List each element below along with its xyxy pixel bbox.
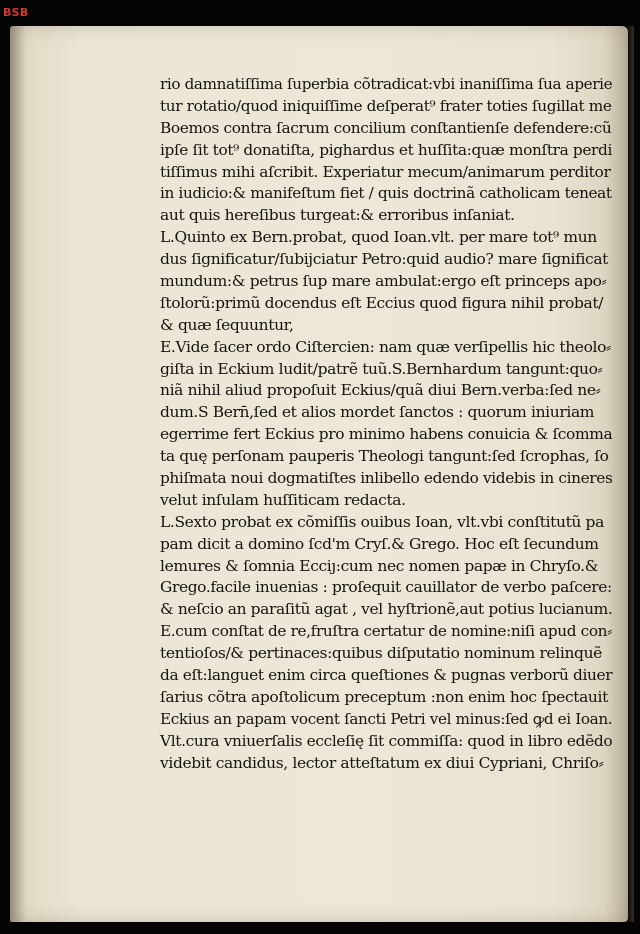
text-line: ſtolorũ:primũ docendus eſt Eccius quod figura nihil probat/ — [160, 294, 604, 312]
text-line: phiſmata noui dogmatiſtes inlibello edendo videbis in cineres — [160, 470, 613, 488]
text-line: videbit candidus, lector atteſtatum ex diui Cypriani, Chriſo⸗ — [160, 754, 604, 772]
text-line: dus ſignificatur/ſubijciatur Petro:quid audio? mare ſignificat — [160, 251, 609, 269]
gutter-shadow — [10, 26, 26, 922]
text-line: & neſcio an paraſitũ agat , vel hyſtrionẽ,aut potius lucianum. — [160, 601, 613, 619]
text-line: tur rotatio/quod iniquiſſime deſperat⁹ frater toties ſugillat me — [160, 97, 612, 115]
text-line: L.Sexto probat ex cõmiſſis ouibus Ioan, vlt.vbi conſtitutũ pa — [160, 513, 604, 531]
text-line: egerrime fert Eckius pro minimo habens conuicia & ſcomma — [160, 426, 613, 444]
text-line: Eckius an papam vocent ſancti Petri vel minus:ſed ꝙd ei Ioan. — [160, 710, 613, 728]
text-line: da eſt:languet enim circa queſtiones & pugnas verborũ diuer — [160, 667, 613, 685]
text-line: dum.S Bern̄,ſed et alios mordet ſanctos : quorum iniuriam — [160, 404, 595, 422]
text-line: aut quis hereſibus turgeat:& erroribus inſaniat. — [160, 207, 515, 225]
library-watermark: BSB — [3, 6, 29, 19]
text-line: E.cum conſtat de re,fruſtra certatur de nomine:niſi apud con⸗ — [160, 623, 612, 641]
text-line: ſarius cõtra apoſtolicum preceptum :non enim hoc ſpectauit — [160, 688, 608, 706]
text-line: Boemos contra ſacrum concilium conſtantienſe defendere:cũ — [160, 119, 612, 137]
text-line: giſta in Eckium ludit/patrẽ tuũ.S.Bernhardum tangunt:quo⸗ — [160, 360, 603, 378]
text-line: in iudicio:& manifeſtum fiet / quis doctrinã catholicam teneat — [160, 185, 612, 203]
text-line: lemures & ſomnia Ecciȷ:cum nec nomen papæ in Chryſo.& — [160, 557, 599, 575]
text-line: E.Vide ſacer ordo Ciſtercien: nam quæ verſipellis hic theolo⸗ — [160, 338, 611, 356]
text-line: ipſe ſit tot⁹ donatiſta, pighardus et huſſita:quæ monſtra perdi — [160, 141, 613, 159]
text-line: tiſſimus mihi aſcribit. Experiatur mecum/animarum perditor — [160, 163, 611, 181]
text-line: Vlt.cura vniuerſalis eccleſię ſit commiſſa: quod in libro edẽdo — [160, 732, 613, 750]
text-line: niã nihil aliud propoſuit Eckius/quã diui Bern.verba:ſed ne⸗ — [160, 382, 601, 400]
text-line: & quæ ſequuntur, — [160, 316, 294, 334]
text-block — [160, 74, 612, 775]
text-line: velut inſulam huſſiticam redacta. — [160, 491, 406, 509]
text-line: pam dicit a domino ſcd'm Cryſ.& Grego. Hoc eſt ſecundum — [160, 535, 599, 553]
text-line: mundum:& petrus ſup mare ambulat:ergo eſt princeps apo⸗ — [160, 273, 607, 291]
text-line: rio damnatiſſima ſuperbia cõtradicat:vbi inaniſſima ſua aperie — [160, 76, 613, 93]
text-line: ta quę perſonam pauperis Theologi tangunt:ſed ſcrophas, ſo — [160, 448, 609, 466]
text-line: L.Quinto ex Bern.probat, quod Ioan.vlt. per mare tot⁹ mun — [160, 229, 597, 247]
text-line: Grego.facile inuenias : proſequit cauillator de verbo paſcere: — [160, 579, 612, 597]
text-line: tentioſos/& pertinaces:quibus diſputatio nominum relinquẽ — [160, 645, 602, 663]
